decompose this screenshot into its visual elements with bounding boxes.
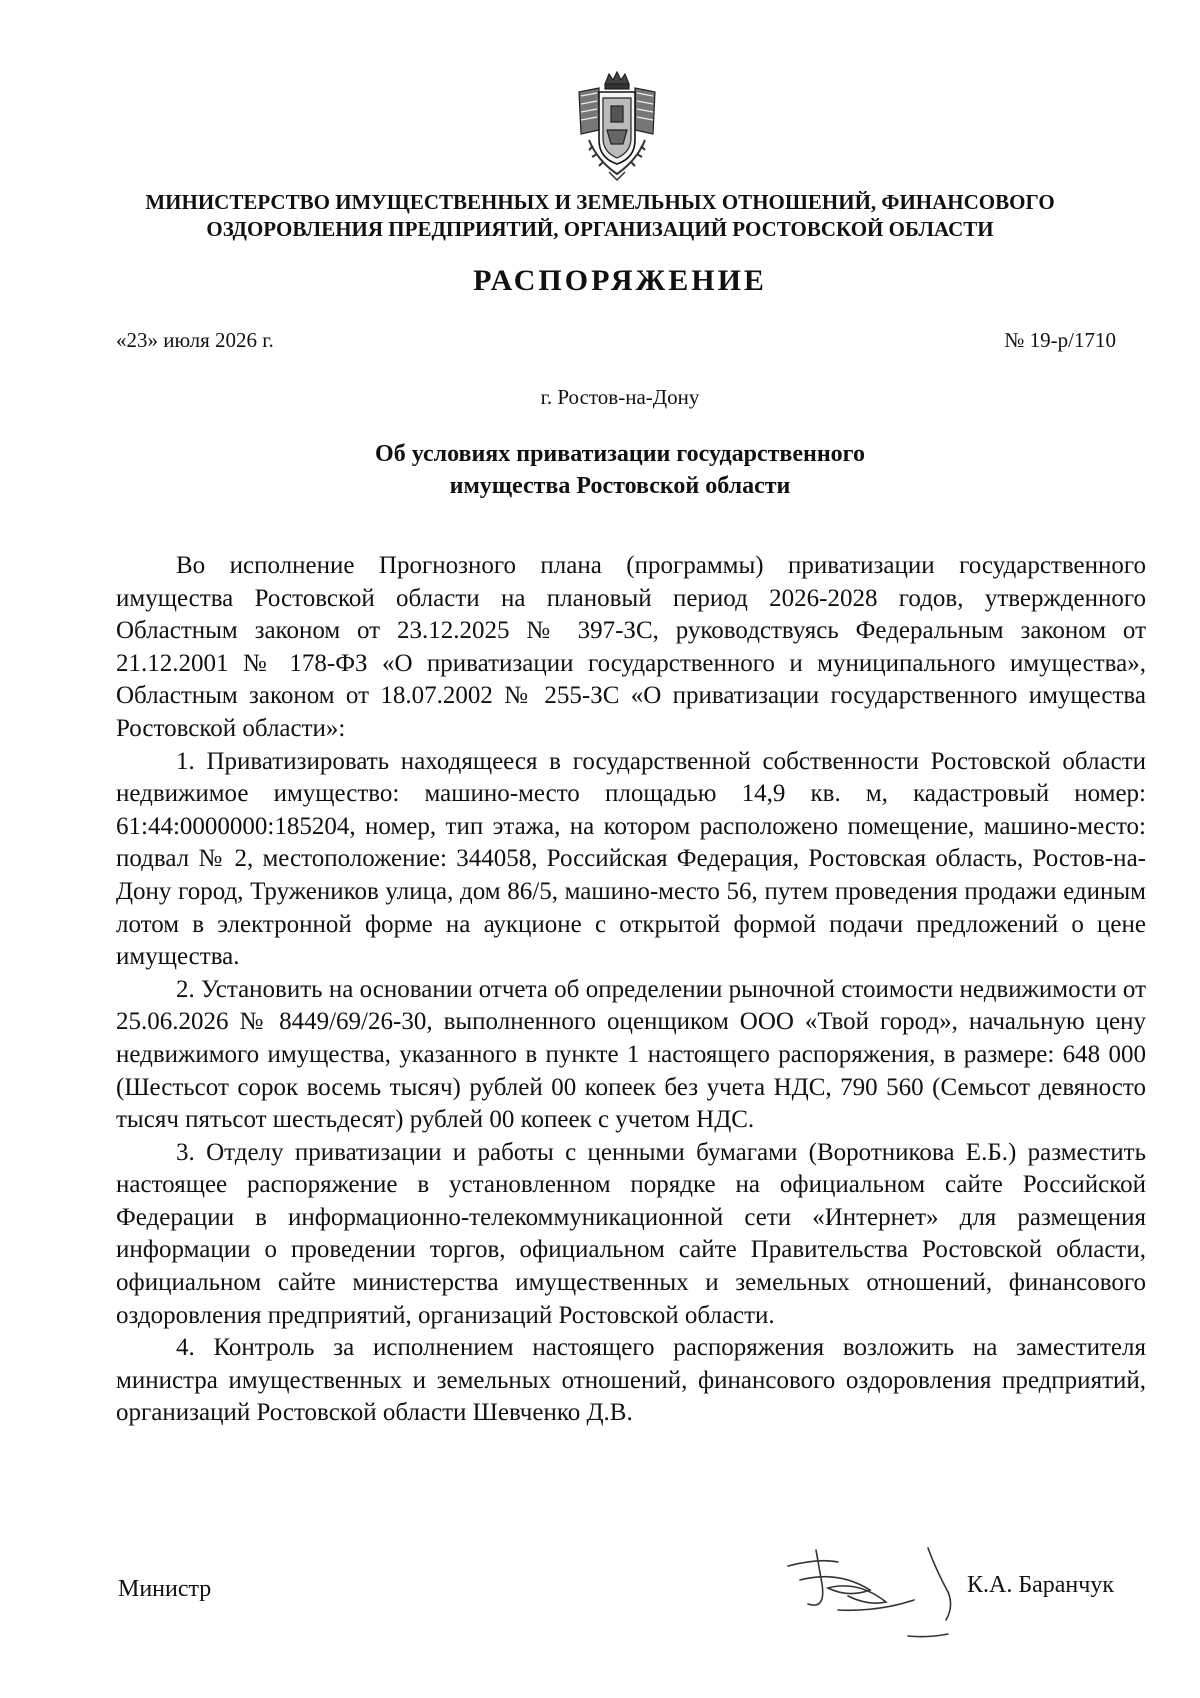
document-subject: [100, 438, 1140, 502]
document-number: № 19-р/1710: [1004, 328, 1116, 352]
document-type: РАСПОРЯЖЕНИЕ: [473, 264, 767, 297]
ministry-line-2: ОЗДОРОВЛЕНИЯ ПРЕДПРИЯТИЙ, ОРГАНИЗАЦИЙ РОСТОВСКОЙ ОБЛАСТИ: [206, 217, 994, 241]
handwritten-signature-icon: [778, 1540, 1008, 1660]
document-body: [116, 550, 1146, 1430]
item-4-paragraph: 4. Контроль за исполнением настоящего распоряжения возложить на заместителя министра имущественных и земельных отношений, финансового оздоровления предприятий, организаций Ростовской области Шевченко Д.В.: [116, 1334, 1146, 1427]
subject-line-2: имущества Ростовской области: [449, 473, 791, 499]
item-3-paragraph: 3. Отделу приватизации и работы с ценными бумагами (Воротникова Е.Б.) разместить настоящее распоряжение в установленном порядке на официальном сайте Российской Федерации в информационно-телекоммуникационной сети «Интернет» для размещения информации о проведении торгов, официальном сайте Правительства Ростовской области, официальном сайте министерства имущественных и земельных отношений, финансового оздоровления предприятий, организаций Ростовской области.: [116, 1138, 1146, 1329]
document-city: г. Ростов-на-Дону: [540, 385, 700, 409]
signer-name: К.А. Баранчук: [967, 1572, 1114, 1598]
coat-of-arms-icon: [569, 70, 665, 182]
ministry-name: [100, 189, 1100, 243]
ministry-line-1: МИНИСТЕРСТВО ИМУЩЕСТВЕННЫХ И ЗЕМЕЛЬНЫХ ОТНОШЕНИЙ, ФИНАНСОВОГО: [145, 190, 1055, 214]
subject-line-1: Об условиях приватизации государственного: [375, 441, 865, 467]
item-1-paragraph: 1. Приватизировать находящееся в государственной собственности Ростовской области недвижимое имущество: машино-место площадью 14,9 кв. м, кадастровый номер: 61:44:0000000:185204, номер, тип этажа, на котором расположено помещение, машино-место: подвал № 2, местоположение: 344058, Российская Федерация, Ростовская область, Ростов-на-Дону город, Тружеников улица, дом 86/5, машино-место 56, путем проведения продажи единым лотом в электронной форме на аукционе с открытой формой подачи предложений о цене имущества.: [116, 747, 1146, 971]
item-2-paragraph: 2. Установить на основании отчета об определении рыночной стоимости недвижимости от 25.06.2026 № 8449/69/26-30, выполненного оценщиком ООО «Твой город», начальную цену недвижимого имущества, указанного в пункте 1 настоящего распоряжения, в размере: 648 000 (Шестьсот сорок восемь тысяч) рублей 00 копеек без учета НДС, 790 560 (Семьсот девяносто тысяч пятьсот шестьдесят) рублей 00 копеек с учетом НДС.: [116, 975, 1146, 1134]
document-date: «23» июля 2026 г.: [116, 328, 274, 352]
preamble-paragraph: Во исполнение Прогнозного плана (программы) приватизации государственного имущества Ростовской области на плановый период 2026-2028 годов, утвержденного Областным законом от 23.12.2025 № 397-ЗС, руководствуясь Федеральным законом от 21.12.2001 № 178-ФЗ «О приватизации государственного и муниципального имущества», Областным законом от 18.07.2002 № 255-ЗС «О приватизации государственного имущества Ростовской области»:: [116, 552, 1146, 742]
signer-position: Министр: [118, 1576, 212, 1602]
